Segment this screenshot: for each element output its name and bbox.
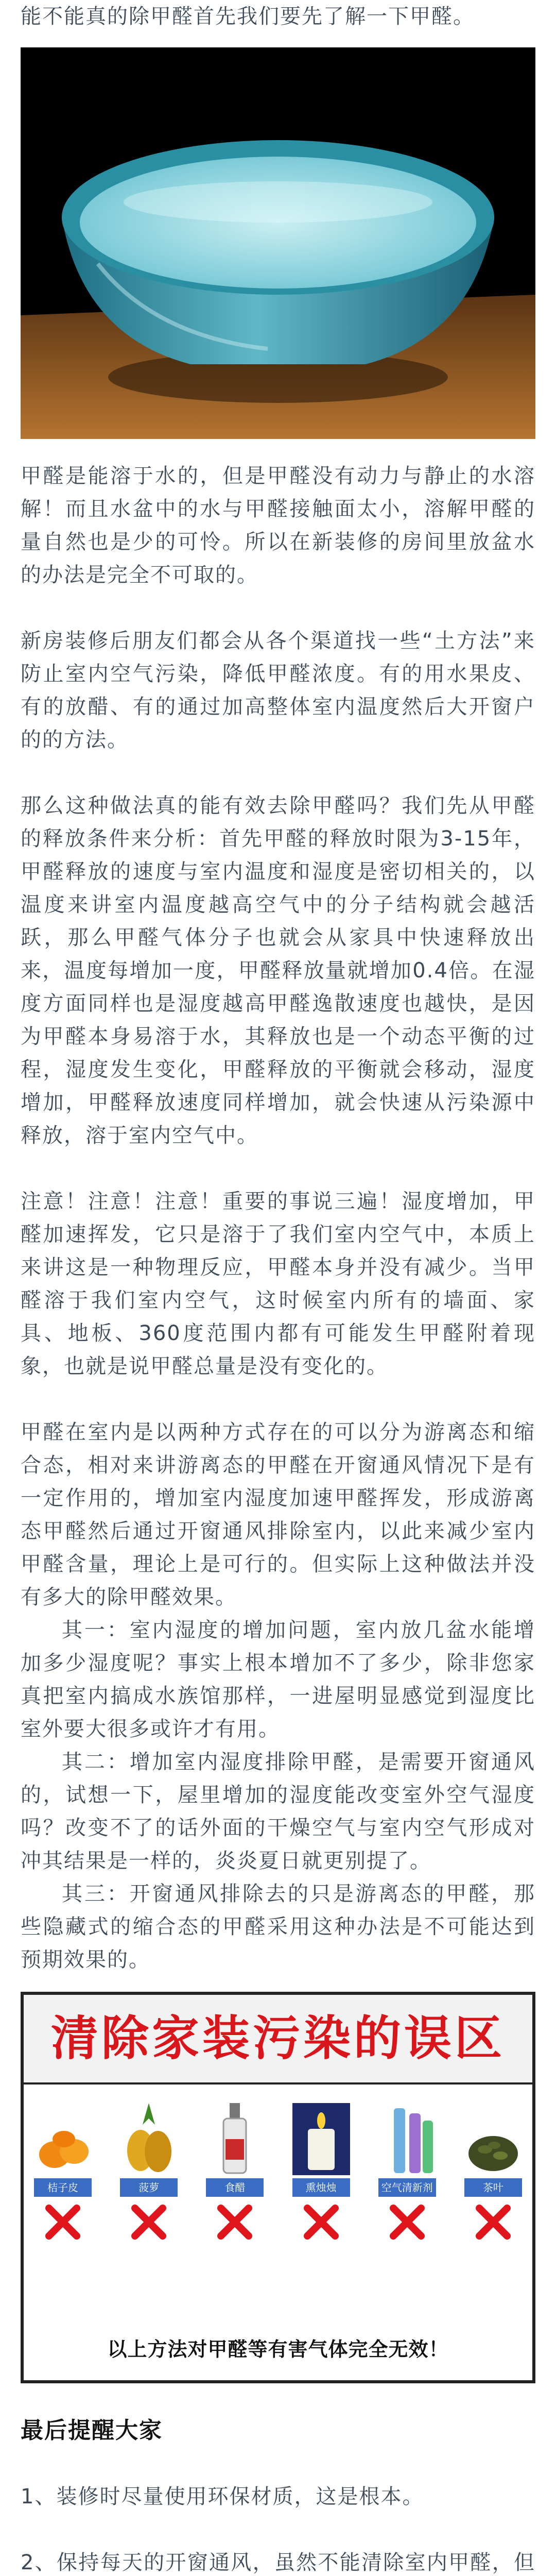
cross-icon bbox=[217, 2204, 253, 2250]
banner-item-pineapple bbox=[120, 2098, 178, 2250]
banner-item-tea bbox=[464, 2098, 522, 2250]
banner-title-bar bbox=[24, 1995, 532, 2084]
candle-icon bbox=[292, 2098, 350, 2175]
banner-item-label: 熏烛烛 bbox=[292, 2178, 350, 2197]
vinegar-bottle-icon bbox=[206, 2098, 264, 2175]
cross-icon bbox=[131, 2204, 167, 2250]
water-bowl-photo bbox=[21, 47, 535, 439]
banner-item-label: 菠萝 bbox=[120, 2178, 178, 2197]
paragraph-1: 甲醛是能溶于水的，但是甲醛没有动力与静止的水溶解！而且水盆中的水与甲醛接触面太小，溶解甲醛的量自然也是少的可怜。所以在新装修的房间里放盆水的办法是完全不可取的。 bbox=[21, 464, 535, 587]
cross-icon bbox=[303, 2204, 339, 2250]
banner-items bbox=[24, 2084, 532, 2250]
paragraph-5: 甲醛在室内是以两种方式存在的可以分为游离态和缩合态，相对来讲游离态的甲醛在开窗通风情况下是有一定作用的，增加室内湿度加速甲醛挥发，形成游离态甲醛然后通过开窗通风排除室内，以此来减少室内甲醛含量，理论上是可行的。但实际上这种做法并没有多大的除甲醛效果。 bbox=[21, 1420, 535, 1609]
paragraph-3: 那么这种做法真的能有效去除甲醛吗？我们先从甲醛的释放条件来分析：首先甲醛的释放时限为3-15年，甲醛释放的速度与室内温度和湿度是密切相关的，以温度来讲室内温度越高空气中的分子结构就会越活跃，那么甲醛气体分子也就会从家具中快速释放出来，温度每增加一度，甲醛释放量就增加0.4倍。在湿度方面同样也是湿度越高甲醛逸散速度也越快，是因为甲醛本身易溶于水，其释放也是一个动态平衡的过程，湿度发生变化，甲醛释放的平衡就会移动，湿度增加，甲醛释放速度同样增加，就会快速从污染源中释放，溶于室内空气中。 bbox=[21, 794, 535, 1147]
point-3: 其三：开窗通风排除去的只是游离态的甲醛，那些隐藏式的缩合态的甲醛采用这种办法是不可能达到预期效果的。 bbox=[21, 1882, 535, 1972]
tea-leaves-icon bbox=[464, 2098, 522, 2175]
banner-item-label: 空气清新剂 bbox=[378, 2178, 436, 2197]
orange-peel-icon bbox=[34, 2098, 92, 2175]
tip-2: 2、保持每天的开窗通风，虽然不能清除室内甲醛，但 bbox=[21, 2551, 535, 2574]
pineapple-icon bbox=[120, 2098, 178, 2175]
point-2: 其二：增加室内湿度排除甲醛，是需要开窗通风的，试想一下，屋里增加的湿度能改变室外空气湿度吗？改变不了的话外面的干燥空气与室内空气形成对冲其结果是一样的，炎炎夏日就更别提了。 bbox=[21, 1750, 535, 1873]
banner-item-label: 茶叶 bbox=[464, 2178, 522, 2197]
banner-item-orange-peel bbox=[34, 2098, 92, 2250]
paragraph-4: 注意！注意！注意！重要的事说三遍！湿度增加，甲醛加速挥发，它只是溶于了我们室内空气中，本质上来讲这是一种物理反应，甲醛本身并没有减少。当甲醛溶于我们室内空气，这时候室内所有的墙面、家具、地板、360度范围内都有可能发生甲醛附着现象，也就是说甲醛总量是没有变化的。 bbox=[21, 1190, 535, 1378]
banner-note: 以上方法对甲醛等有害气体完全无效！ bbox=[107, 2338, 449, 2361]
point-1: 其一：室内湿度的增加问题，室内放几盆水能增加多少湿度呢？事实上根本增加不了多少，除非您家真把室内搞成水族馆那样，一进屋明显感觉到湿度比室外要大很多或许才有用。 bbox=[21, 1618, 535, 1741]
paragraph-2: 新房装修后朋友们都会从各个渠道找一些“土方法”来防止室内空气污染，降低甲醛浓度。有的用水果皮、有的放醋、有的通过加高整体室内温度然后大开窗户的的方法。 bbox=[21, 629, 535, 752]
banner-item-air-freshener bbox=[378, 2098, 436, 2250]
banner-item-vinegar bbox=[206, 2098, 264, 2250]
air-freshener-icon bbox=[378, 2098, 436, 2175]
banner-item-candle bbox=[292, 2098, 350, 2250]
cross-icon bbox=[475, 2204, 511, 2250]
pollution-myths-banner bbox=[21, 1992, 535, 2383]
final-heading: 最后提醒大家 bbox=[21, 2417, 163, 2444]
cross-icon bbox=[45, 2204, 81, 2250]
tip-1: 1、装修时尽量使用环保材质，这是根本。 bbox=[21, 2485, 424, 2509]
banner-item-label: 桔子皮 bbox=[34, 2178, 92, 2197]
banner-item-label: 食醋 bbox=[206, 2178, 264, 2197]
intro-line: 能不能真的除甲醛首先我们要先了解一下甲醛。 bbox=[21, 5, 475, 28]
cross-icon bbox=[389, 2204, 425, 2250]
banner-title: 清除家装污染的误区 bbox=[50, 2011, 505, 2066]
